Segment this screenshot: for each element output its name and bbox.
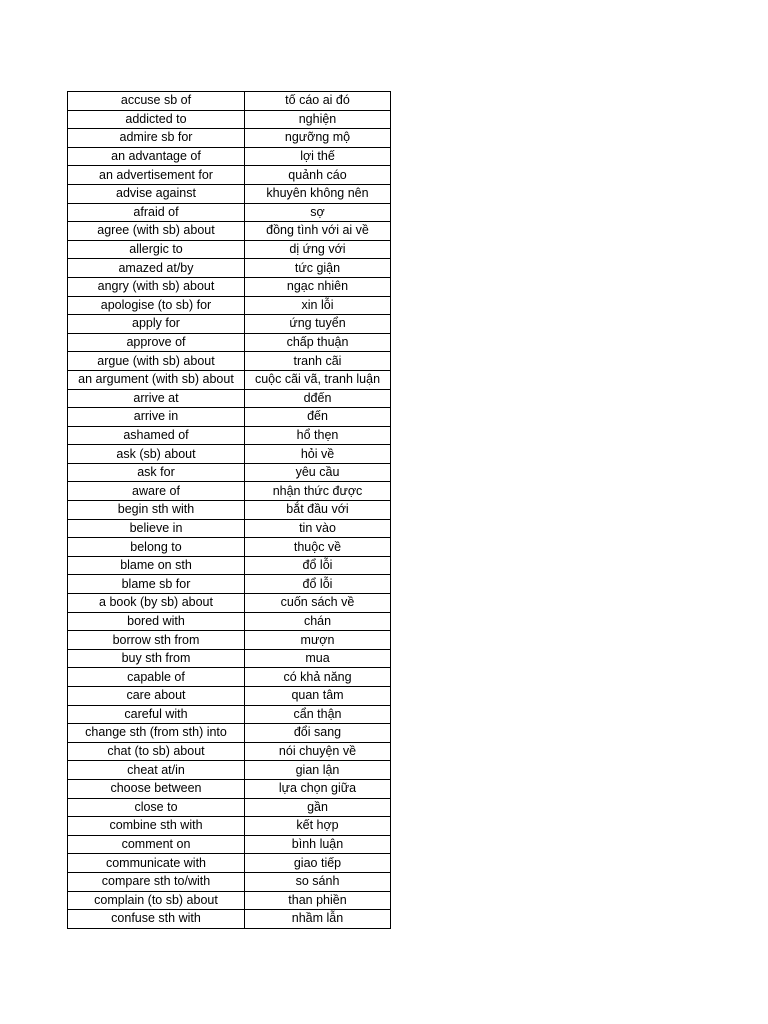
table-row [68, 240, 391, 259]
table-row [68, 445, 391, 464]
table-row [68, 835, 391, 854]
english-phrase-cell: careful with [68, 705, 245, 724]
table-row [68, 817, 391, 836]
table-row [68, 203, 391, 222]
table-row [68, 742, 391, 761]
english-phrase-cell: close to [68, 798, 245, 817]
english-phrase-cell: blame on sth [68, 556, 245, 575]
vietnamese-meaning-cell: tố cáo ai đó [245, 92, 391, 111]
vietnamese-meaning-cell: đổi sang [245, 724, 391, 743]
vietnamese-meaning-cell: dđến [245, 389, 391, 408]
english-phrase-cell: choose between [68, 779, 245, 798]
table-row [68, 575, 391, 594]
vietnamese-meaning-cell: hỏi về [245, 445, 391, 464]
english-phrase-cell: ashamed of [68, 426, 245, 445]
vietnamese-meaning-cell: nói chuyện về [245, 742, 391, 761]
english-phrase-cell: borrow sth from [68, 631, 245, 650]
table-row [68, 854, 391, 873]
vietnamese-meaning-cell: chấp thuận [245, 333, 391, 352]
table-row [68, 798, 391, 817]
table-row [68, 333, 391, 352]
english-phrase-cell: approve of [68, 333, 245, 352]
vietnamese-meaning-cell: kết hợp [245, 817, 391, 836]
table-row [68, 556, 391, 575]
table-row [68, 408, 391, 427]
table-row [68, 129, 391, 148]
vietnamese-meaning-cell: ngưỡng mộ [245, 129, 391, 148]
english-phrase-cell: cheat at/in [68, 761, 245, 780]
table-row [68, 482, 391, 501]
vietnamese-meaning-cell: ngạc nhiên [245, 277, 391, 296]
table-row [68, 910, 391, 929]
vietnamese-meaning-cell: đến [245, 408, 391, 427]
english-phrase-cell: apologise (to sb) for [68, 296, 245, 315]
english-phrase-cell: belong to [68, 538, 245, 557]
english-phrase-cell: admire sb for [68, 129, 245, 148]
english-phrase-cell: ask (sb) about [68, 445, 245, 464]
table-row [68, 463, 391, 482]
table-row [68, 631, 391, 650]
vietnamese-meaning-cell: có khả năng [245, 668, 391, 687]
vietnamese-meaning-cell: quảnh cáo [245, 166, 391, 185]
table-row [68, 222, 391, 241]
table-row [68, 649, 391, 668]
english-phrase-cell: bored with [68, 612, 245, 631]
vietnamese-meaning-cell: mượn [245, 631, 391, 650]
english-phrase-cell: compare sth to/with [68, 872, 245, 891]
vietnamese-meaning-cell: gian lận [245, 761, 391, 780]
table-row [68, 612, 391, 631]
vietnamese-meaning-cell: nhận thức được [245, 482, 391, 501]
vietnamese-meaning-cell: tin vào [245, 519, 391, 538]
english-phrase-cell: advise against [68, 184, 245, 203]
vietnamese-meaning-cell: ứng tuyển [245, 315, 391, 334]
vietnamese-meaning-cell: tức giận [245, 259, 391, 278]
table-row [68, 687, 391, 706]
vietnamese-meaning-cell: chán [245, 612, 391, 631]
vietnamese-meaning-cell: đổ lỗi [245, 556, 391, 575]
table-row [68, 872, 391, 891]
english-phrase-cell: begin sth with [68, 501, 245, 520]
table-row [68, 315, 391, 334]
vocabulary-table-body [68, 92, 391, 929]
table-row [68, 724, 391, 743]
vietnamese-meaning-cell: bình luận [245, 835, 391, 854]
english-phrase-cell: a book (by sb) about [68, 594, 245, 613]
english-phrase-cell: blame sb for [68, 575, 245, 594]
table-row [68, 166, 391, 185]
vietnamese-meaning-cell: lợi thế [245, 147, 391, 166]
vietnamese-meaning-cell: so sánh [245, 872, 391, 891]
vocabulary-table [67, 91, 391, 929]
vietnamese-meaning-cell: dị ứng với [245, 240, 391, 259]
english-phrase-cell: combine sth with [68, 817, 245, 836]
vietnamese-meaning-cell: cuộc cãi vã, tranh luận [245, 370, 391, 389]
vietnamese-meaning-cell: sợ [245, 203, 391, 222]
vietnamese-meaning-cell: hổ thẹn [245, 426, 391, 445]
table-row [68, 296, 391, 315]
vietnamese-meaning-cell: đổ lỗi [245, 575, 391, 594]
english-phrase-cell: afraid of [68, 203, 245, 222]
table-row [68, 501, 391, 520]
english-phrase-cell: confuse sth with [68, 910, 245, 929]
vietnamese-meaning-cell: nghiện [245, 110, 391, 129]
table-row [68, 538, 391, 557]
vietnamese-meaning-cell: than phiền [245, 891, 391, 910]
table-row [68, 352, 391, 371]
vietnamese-meaning-cell: gần [245, 798, 391, 817]
table-row [68, 519, 391, 538]
english-phrase-cell: amazed at/by [68, 259, 245, 278]
english-phrase-cell: arrive in [68, 408, 245, 427]
vietnamese-meaning-cell: quan tâm [245, 687, 391, 706]
vietnamese-meaning-cell: yêu cầu [245, 463, 391, 482]
english-phrase-cell: change sth (from sth) into [68, 724, 245, 743]
english-phrase-cell: accuse sb of [68, 92, 245, 111]
english-phrase-cell: comment on [68, 835, 245, 854]
english-phrase-cell: buy sth from [68, 649, 245, 668]
vietnamese-meaning-cell: xin lỗi [245, 296, 391, 315]
vietnamese-meaning-cell: mua [245, 649, 391, 668]
english-phrase-cell: aware of [68, 482, 245, 501]
vietnamese-meaning-cell: đồng tình với ai về [245, 222, 391, 241]
table-row [68, 92, 391, 111]
vietnamese-meaning-cell: lựa chọn giữa [245, 779, 391, 798]
english-phrase-cell: believe in [68, 519, 245, 538]
english-phrase-cell: an advertisement for [68, 166, 245, 185]
table-row [68, 594, 391, 613]
english-phrase-cell: addicted to [68, 110, 245, 129]
english-phrase-cell: communicate with [68, 854, 245, 873]
table-row [68, 705, 391, 724]
english-phrase-cell: apply for [68, 315, 245, 334]
table-row [68, 389, 391, 408]
english-phrase-cell: argue (with sb) about [68, 352, 245, 371]
english-phrase-cell: chat (to sb) about [68, 742, 245, 761]
english-phrase-cell: agree (with sb) about [68, 222, 245, 241]
vietnamese-meaning-cell: khuyên không nên [245, 184, 391, 203]
table-row [68, 761, 391, 780]
table-row [68, 147, 391, 166]
table-row [68, 184, 391, 203]
english-phrase-cell: an argument (with sb) about [68, 370, 245, 389]
english-phrase-cell: ask for [68, 463, 245, 482]
english-phrase-cell: complain (to sb) about [68, 891, 245, 910]
table-row [68, 779, 391, 798]
table-row [68, 277, 391, 296]
english-phrase-cell: an advantage of [68, 147, 245, 166]
table-row [68, 891, 391, 910]
vietnamese-meaning-cell: thuộc về [245, 538, 391, 557]
table-row [68, 426, 391, 445]
table-row [68, 370, 391, 389]
english-phrase-cell: allergic to [68, 240, 245, 259]
vietnamese-meaning-cell: bắt đầu với [245, 501, 391, 520]
english-phrase-cell: care about [68, 687, 245, 706]
table-row [68, 259, 391, 278]
english-phrase-cell: capable of [68, 668, 245, 687]
vietnamese-meaning-cell: cuốn sách về [245, 594, 391, 613]
table-row [68, 110, 391, 129]
english-phrase-cell: arrive at [68, 389, 245, 408]
vietnamese-meaning-cell: cẩn thận [245, 705, 391, 724]
vietnamese-meaning-cell: giao tiếp [245, 854, 391, 873]
english-phrase-cell: angry (with sb) about [68, 277, 245, 296]
vietnamese-meaning-cell: tranh cãi [245, 352, 391, 371]
table-row [68, 668, 391, 687]
vietnamese-meaning-cell: nhầm lẫn [245, 910, 391, 929]
